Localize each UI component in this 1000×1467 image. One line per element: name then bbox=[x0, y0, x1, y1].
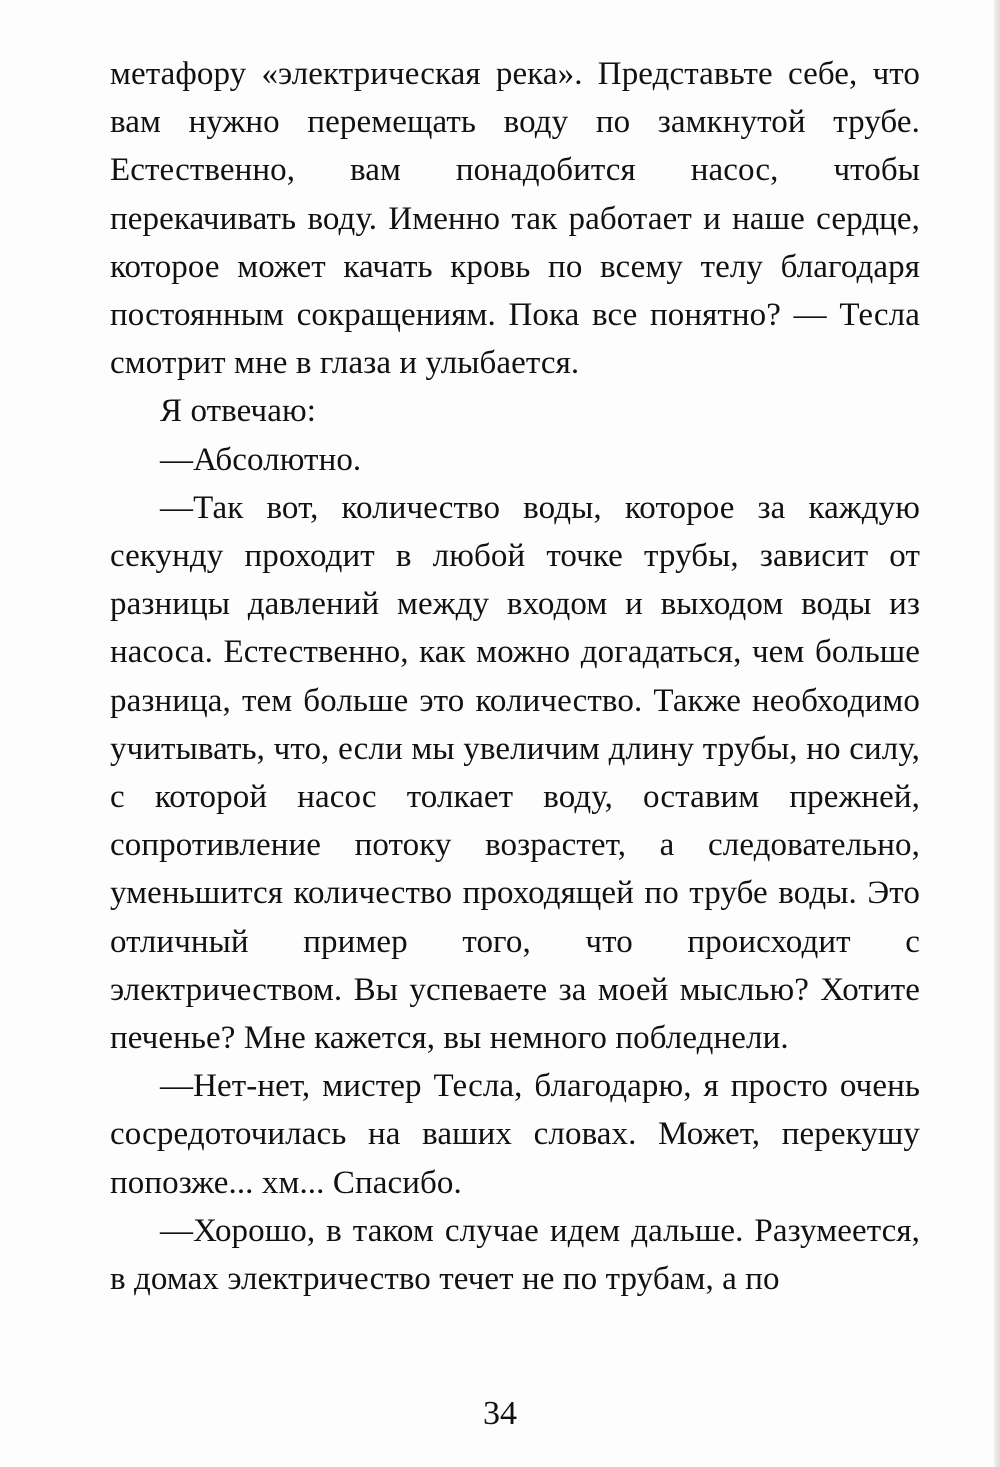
paragraph-dialogue-no-thanks: —Нет-нет, мистер Тесла, благодарю, я просто очень сосредоточилась на ваших словах. Может, перекушу попозже... хм... Спасибо. bbox=[110, 1068, 920, 1201]
paragraph-dialogue-absolutely: —Абсолютно. bbox=[160, 441, 362, 478]
page-edge-shadow bbox=[994, 0, 1000, 1467]
paragraph-dialogue-moving-on: —Хорошо, в таком случае идем дальше. Разумеется, в домах электричество течет не по трубам, а по bbox=[110, 1212, 920, 1298]
paragraph-dialogue-water-explanation: —Так вот, количество воды, которое за каждую секунду проходит в любой точке трубы, зависит от разницы давлений между входом и выходом воды из насоса. Естественно, как можно догадаться, чем больше разница, тем больше это количество. Также необходимо учитывать, что, если мы увеличим длину трубы, но силу, с которой насос толкает воду, оставим прежней, сопротивление потоку возрастет, а следовательно, уменьшится количество проходящей по трубе воды. Это отличный пример того, что происходит с электричеством. Вы успеваете за моей мыслью? Хотите печенье? Мне кажется, вы немного побледнели. bbox=[110, 489, 920, 1057]
paragraph-reply-intro: Я отвечаю: bbox=[160, 393, 317, 430]
page-number: 34 bbox=[483, 1395, 517, 1432]
paragraph-continued: метафору «электрическая река». Представьте себе, что вам нужно перемещать воду по замкнутой трубе. Естественно, вам понадобится насос, чтобы перекачивать воду. Именно так работает и наше сердце, которое может качать кровь по всему телу благодаря постоянным сокращениям. Пока все понятно? — Тесла смотрит мне в глаза и улыбается. bbox=[110, 56, 920, 382]
body-text bbox=[110, 50, 920, 1303]
